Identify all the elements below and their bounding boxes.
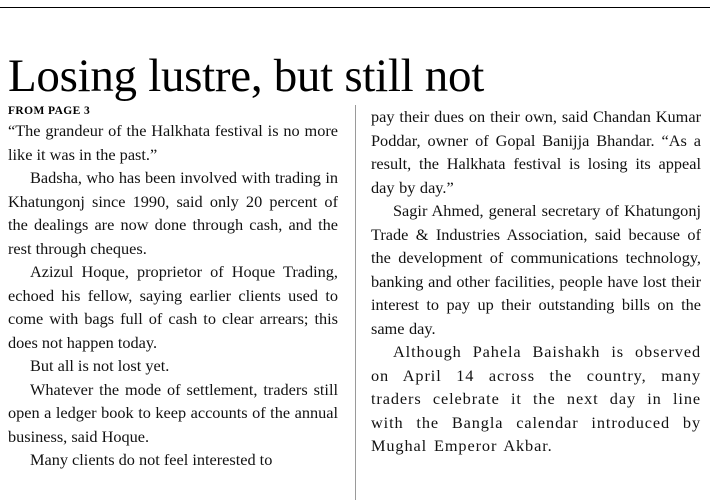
paragraph: Whatever the mode of settlement, traders still open a ledger book to keep accounts of the annual business, said Hoque. [8,379,338,446]
paragraph: “The grandeur of the Halkhata festival is no more like it was in the past.” [8,121,338,164]
page-title: Losing lustre, but still not [8,50,484,103]
paragraph: Azizul Hoque, proprietor of Hoque Trading, echoed his fellow, saying earlier clients used to come with bags full of cash to clear arrears; this does not happen today. [8,262,338,352]
article-body [8,105,702,500]
paragraph: pay their dues on their own, said Chandan Kumar Poddar, owner of Gopal Banijja Bhandar. “As a result, the Halkhata festival is losing its appeal day by day.” [371,107,701,197]
horizontal-rule [0,7,710,8]
paragraph: Although Pahela Baishakh is observed on April 14 across the country, many traders celebrate it the next day in line with the Bangla calendar introduced by Mughal Emperor Akbar. [371,342,701,455]
top-cropped-text-fragment [0,0,710,7]
left-column [8,105,338,500]
paragraph: But all is not lost yet. [30,356,170,375]
column-divider [355,105,356,500]
continuation-kicker: FROM PAGE 3 [8,105,91,117]
paragraph: Badsha, who has been involved with trading in Khatungonj since 1990, said only 20 percent of the dealings are now done through cash, and the rest through cheques. [8,168,338,258]
paragraph: Sagir Ahmed, general secretary of Khatungonj Trade & Industries Association, said because of the development of communications technology, banking and other facilities, people have lost their interest to pay up their outstanding bills on the same day. [371,201,701,338]
right-column [371,105,701,500]
paragraph: Many clients do not feel interested to [30,450,273,469]
